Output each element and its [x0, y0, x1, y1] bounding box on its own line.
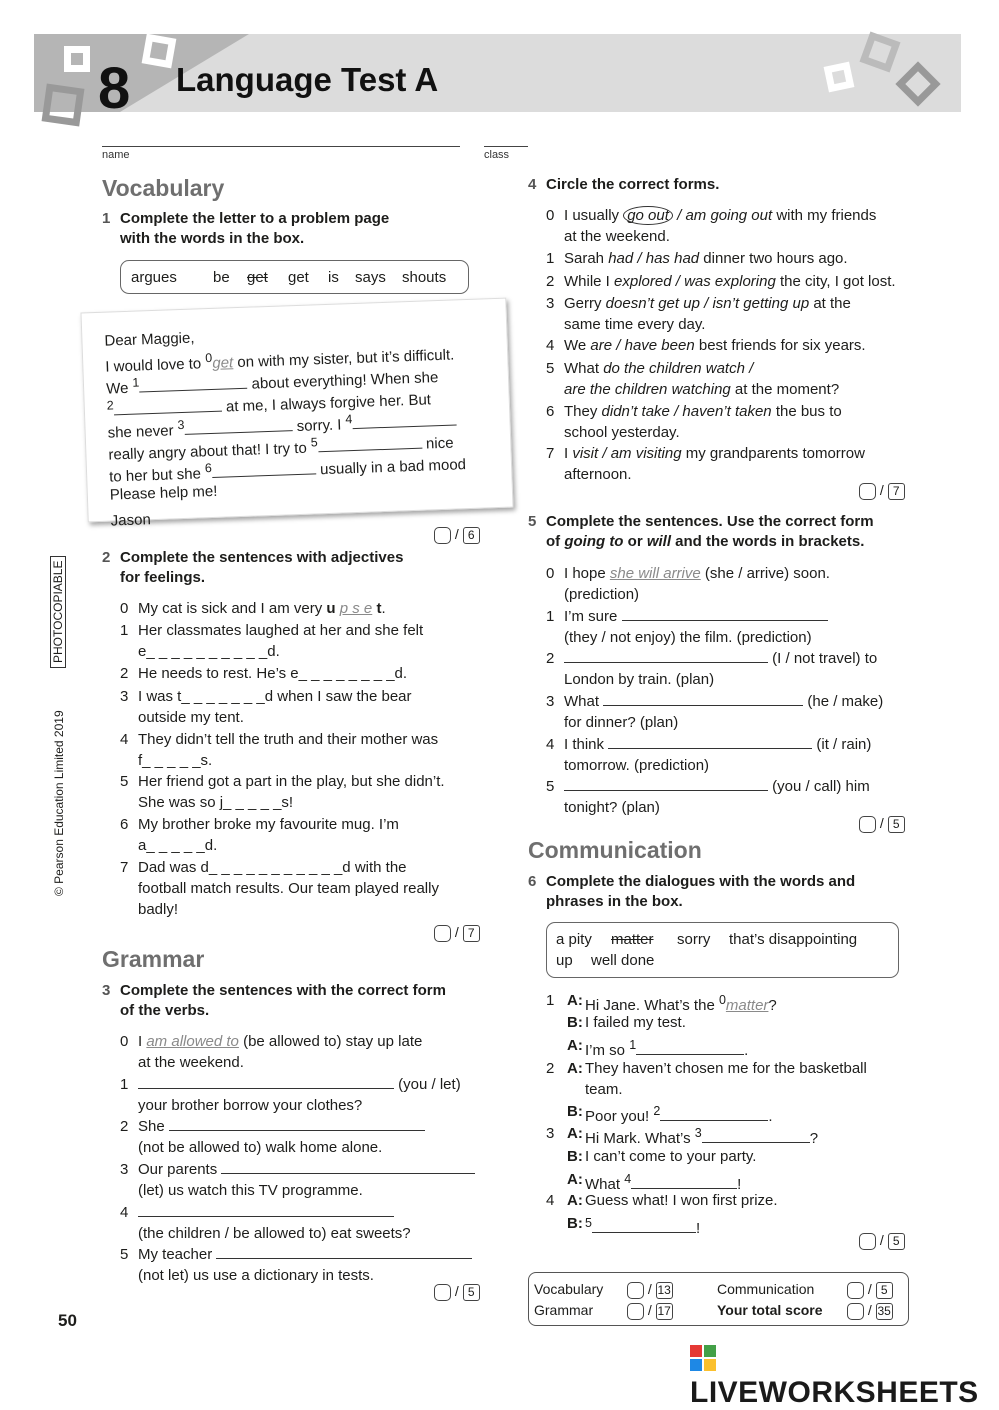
ex4-item-5[interactable]: 5 What do the children watch / are the children watching at the moment? [546, 360, 840, 398]
class-line[interactable] [484, 146, 528, 147]
letter-line-1: I would love to $^0$get on with my sister, but it’s difficult. [105, 346, 455, 376]
ex4-item-6[interactable]: 6 They didn’t take / haven’t taken the bus to school yesterday. [546, 403, 842, 441]
summary-vocabulary-score: / 13 [627, 1280, 673, 1299]
dialogue-4: 4 A: Guess what! I won first prize. B: $^5$ ! [546, 1192, 778, 1237]
exercise-6-instructions: 6 Complete the dialogues with the words and phrases in the box. [528, 873, 856, 910]
name-label: name [102, 149, 130, 161]
ex2-item-3[interactable]: 3 I was t_ _ _ _ _ _ _d when I saw the bear outside my tent. [120, 688, 412, 726]
dialogue-1: 1 A: Hi Jane. What’s the $^0$matter? B: I failed my test. A: I’m so $^1$ . [546, 992, 777, 1059]
ex4-item-1[interactable]: 1 Sarah had / has had dinner two hours ago. [546, 250, 848, 267]
exercise-3-instructions: 3 Complete the sentences with the correct form of the verbs. [102, 982, 446, 1019]
letter-line-5: really angry about that! I try to $^5$ nice [108, 434, 454, 464]
ex2-item-7[interactable]: 7 Dad was d_ _ _ _ _ _ _ _ _ _ _d with the football match results. Our team played really badly! [120, 859, 439, 918]
word-box-item: be [213, 269, 230, 286]
square-deco-icon [824, 62, 855, 93]
exercise-1-word-box [120, 260, 469, 294]
answer-blank-3[interactable] [184, 416, 292, 435]
page-number: 50 [58, 1311, 77, 1330]
word-box-item: up [556, 952, 573, 969]
problem-letter [80, 298, 513, 530]
letter-signature: Jason [110, 511, 152, 530]
exercise-5-score: / 5 [859, 814, 905, 833]
word-box-item: argues [131, 269, 177, 286]
ex5-item-0: 0 I hope she will arrive (she / arrive) soon. (prediction) [546, 565, 830, 603]
letter-line-7: Please help me! [109, 482, 218, 504]
dialogue-3: 3 A: Hi Mark. What’s $^3$ ? B: I can’t come to your party. A: What $^4$ ! [546, 1125, 819, 1193]
exercise-4-instructions: 4 Circle the correct forms. [528, 176, 720, 193]
ex5-item-5[interactable]: 5 (you / call) him tonight? (plan) [546, 778, 870, 816]
letter-line-4: she never $^3$ sorry. I $^4$ [107, 408, 457, 441]
page-title: Language Test A [176, 61, 439, 98]
ex3-item-2[interactable]: 2 She (not be allowed to) walk home alone. [120, 1116, 490, 1160]
square-deco-icon [42, 84, 85, 127]
summary-grammar: Grammar [534, 1302, 594, 1318]
answer-blank[interactable] [660, 1106, 768, 1121]
answer-blank-6[interactable] [212, 459, 316, 478]
answer-blank-4[interactable] [352, 410, 456, 429]
score-box[interactable] [627, 1282, 644, 1299]
liveworksheets-logo[interactable]: LIVEWORKSHEETS [690, 1342, 999, 1410]
score-box[interactable] [847, 1303, 864, 1320]
summary-total-score: / 35 [847, 1301, 893, 1320]
exercise-2-instructions: 2 Complete the sentences with adjectives for feelings. [102, 549, 404, 586]
answer-blank[interactable] [592, 1218, 696, 1233]
ex4-item-0[interactable]: 0 I usually go out / am going out with my friends at the weekend. [546, 207, 877, 245]
exercise-1-instructions: 1 Complete the letter to a problem page with the words in the box. [102, 210, 390, 247]
vocabulary-heading: Vocabulary [102, 175, 225, 201]
answer-blank-2[interactable] [114, 397, 222, 416]
square-deco-icon [64, 46, 90, 72]
ex4-item-2[interactable]: 2 While I explored / was exploring the city, I got lost. [546, 273, 896, 290]
ex2-item-2[interactable]: 2 He needs to rest. He’s e_ _ _ _ _ _ _ _d. [120, 665, 408, 682]
ex4-item-7[interactable]: 7 I visit / am visiting my grandparents tomorrow afternoon. [546, 445, 865, 483]
ex3-item-1[interactable]: 1 (you / let) your brother borrow your clothes? [120, 1076, 461, 1114]
ex5-item-3[interactable]: 3 What (he / make) for dinner? (plan) [546, 693, 884, 731]
word-box-item: well done [591, 952, 655, 969]
ex4-item-3[interactable]: 3 Gerry doesn’t get up / isn’t getting up at the same time every day. [546, 295, 851, 333]
word-box-item-used: get [247, 269, 268, 286]
square-deco-icon [142, 34, 177, 69]
ex3-item-3[interactable]: 3 Our parents (let) us watch this TV programme. [120, 1159, 490, 1203]
ex2-item-4[interactable]: 4 They didn’t tell the truth and their mother was f_ _ _ _ _s. [120, 731, 439, 769]
word-box-item: that’s disappointing [729, 931, 858, 948]
copyright-text: © Pearson Education Limited 2019 [52, 710, 66, 896]
summary-communication: Communication [717, 1281, 815, 1297]
exercise-2-score: / 7 [434, 923, 480, 942]
answer-blank[interactable] [636, 1040, 744, 1055]
ex2-item-1[interactable]: 1 Her classmates laughed at her and she felt e_ _ _ _ _ _ _ _ _ _d. [120, 622, 424, 660]
word-box-item: get [288, 269, 309, 286]
score-box[interactable] [434, 1284, 451, 1301]
summary-vocabulary: Vocabulary [534, 1281, 604, 1297]
ex5-item-1[interactable]: 1 I’m sure (they / not enjoy) the film. (prediction) [546, 606, 926, 650]
answer-blank[interactable] [631, 1174, 737, 1189]
ex3-item-5[interactable]: 5 My teacher (not let) us use a dictionary in tests. [120, 1244, 490, 1288]
ex4-item-4[interactable]: 4 We are / have been best friends for six years. [546, 337, 866, 354]
summary-total: Your total score [717, 1302, 823, 1318]
ex3-item-0: 0 I am allowed to (be allowed to) stay up late at the weekend. [120, 1033, 423, 1071]
communication-heading: Communication [528, 837, 702, 863]
letter-greeting: Dear Maggie, [104, 329, 195, 350]
answer-blank-1[interactable] [139, 374, 247, 393]
score-box[interactable] [859, 483, 876, 500]
ex2-item-6[interactable]: 6 My brother broke my favourite mug. I’m a_ _ _ _ _d. [120, 816, 399, 854]
letter-line-6: to her but she $^6$ usually in a bad mood [108, 456, 467, 486]
word-box-item: shouts [402, 269, 447, 286]
dialogue-2: 2 A: They haven’t chosen me for the basketball team. B: Poor you! $^2$ . [546, 1060, 867, 1125]
liveworksheets-icon [690, 1345, 716, 1371]
score-box[interactable] [627, 1303, 644, 1320]
word-box-item: sorry [677, 931, 711, 948]
word-box-item-used: matter [611, 931, 654, 948]
ex3-item-4[interactable]: 4 (the children / be allowed to) eat sweets? [120, 1204, 411, 1242]
letter-line-3: $^2$ at me, I always forgive her. But [106, 391, 432, 416]
score-box[interactable] [847, 1282, 864, 1299]
score-box[interactable] [434, 527, 451, 544]
answer-blank-5[interactable] [318, 434, 422, 453]
answer-blank[interactable] [702, 1128, 810, 1143]
exercise-6-score: / 5 [859, 1231, 905, 1250]
score-box[interactable] [434, 925, 451, 942]
ex2-item-0: 0 My cat is sick and I am very u p s e t. [120, 600, 386, 617]
summary-grammar-score: / 17 [627, 1301, 673, 1320]
exercise-5-instructions: 5 Complete the sentences. Use the correct form of going to or will and the words in brackets. [528, 513, 874, 550]
ex5-item-2[interactable]: 2 (I / not travel) to London by train. (plan) [546, 650, 878, 688]
exercise-4-score: / 7 [859, 481, 905, 500]
ex5-item-4[interactable]: 4 I think (it / rain) tomorrow. (prediction) [546, 736, 872, 774]
score-box[interactable] [859, 816, 876, 833]
score-box[interactable] [859, 1233, 876, 1250]
letter-line-2: We $^1$ about everything! When she [105, 369, 439, 398]
circled-answer: go out [623, 206, 673, 225]
grammar-heading: Grammar [102, 946, 205, 972]
class-label: class [484, 149, 510, 161]
photocopiable-label: PHOTOCOPIABLE [50, 556, 66, 668]
exercise-3-score: / 5 [434, 1282, 480, 1301]
sidebar [48, 548, 70, 898]
unit-number: 8 [98, 56, 131, 121]
ex2-item-5[interactable]: 5 Her friend got a part in the play, but she didn’t. She was so j_ _ _ _ _s! [120, 773, 445, 811]
exercise-1-score: / 6 [434, 525, 480, 544]
score-summary [528, 1272, 909, 1326]
word-box-item: is [328, 269, 339, 286]
word-box-item: says [355, 269, 386, 286]
word-box-item: a pity [556, 931, 592, 948]
name-line[interactable] [102, 146, 460, 147]
summary-communication-score: / 5 [847, 1280, 893, 1299]
exercise-6-word-box [546, 922, 899, 978]
